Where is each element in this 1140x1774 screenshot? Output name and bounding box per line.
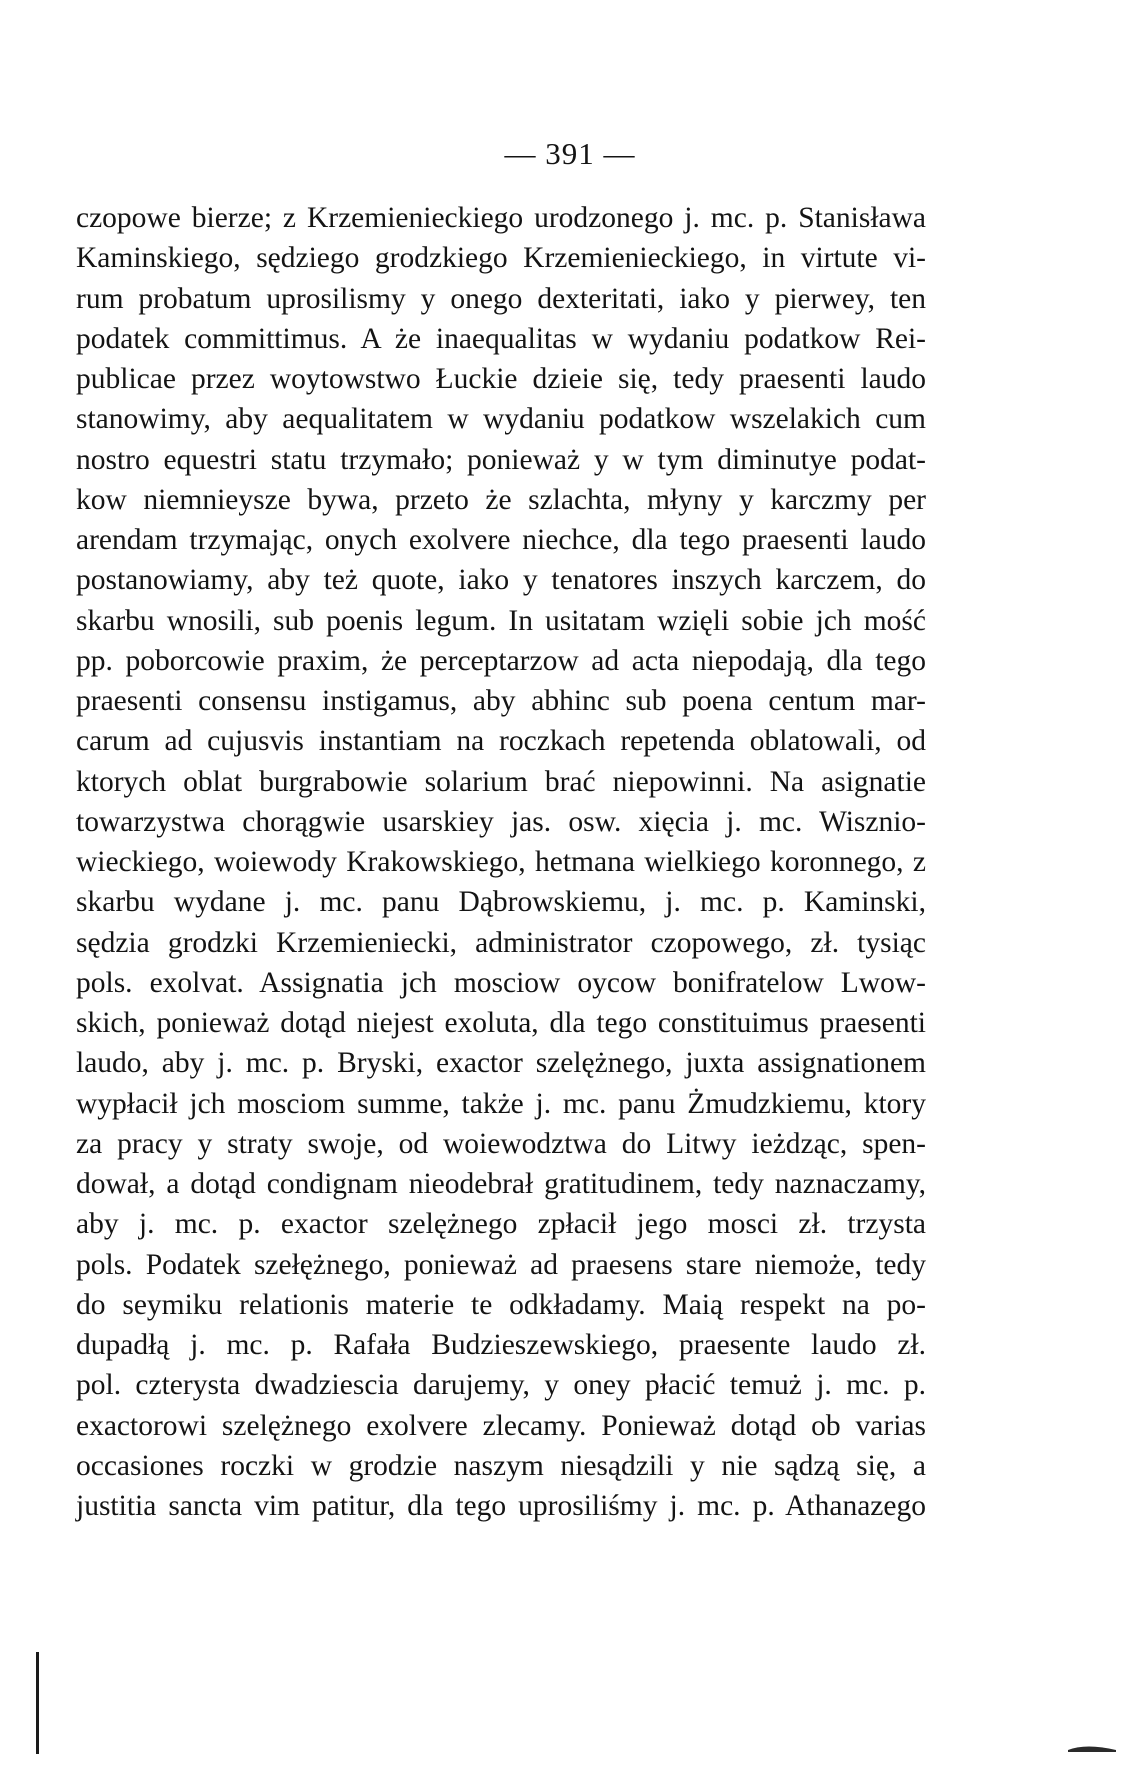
text-line: skarbu wydane j. mc. panu Dąbrowskiemu, j. mc. p. Kaminski, (76, 886, 926, 919)
text-line: dował, a dotąd condignam nieodebrał gratitudinem, tedy naznaczamy, (76, 1168, 926, 1200)
text-line: nostro equestri statu trzymało; ponieważ y w tym diminutye podat- (76, 443, 926, 476)
text-line: pols. exolvat. Assignatia jch mosciow oycow bonifratelow Lwow- (76, 966, 926, 999)
text-line: czopowe bierze; z Krzemienieckiego urodzonego j. mc. p. Stanisława (76, 202, 926, 234)
text-line: postanowiamy, aby też quote, iako y tenatores inszych karczem, do (76, 564, 926, 597)
text-line: kow niemnieysze bywa, przeto że szlachta, młyny y karczmy per (76, 483, 926, 516)
text-line: Kaminskiego, sędziego grodzkiego Krzemienieckiego, in virtute vi- (76, 242, 926, 275)
text-line: ktorych oblat burgrabowie solarium brać niepowinni. Na asignatie (76, 765, 926, 798)
page-number: — 391 — (504, 136, 636, 171)
text-line: justitia sancta vim patitur, dla tego uprosiliśmy j. mc. p. Athanazego (76, 1490, 926, 1522)
text-line: pols. Podatek szełężnego, ponieważ ad praesens stare niemoże, tedy (76, 1248, 926, 1281)
text-line: skarbu wnosili, sub poenis legum. In usitatam wzięli sobie jch mość (76, 604, 926, 637)
text-line: wypłacił jch mosciom summe, także j. mc. panu Żmudzkiemu, ktory (76, 1087, 926, 1120)
text-line: rum probatum uprosilismy y onego dexteritati, iako y pierwey, ten (76, 282, 926, 315)
text-line: exactorowi szelężnego exolvere zlecamy. Ponieważ dotąd ob varias (76, 1409, 926, 1442)
text-line: arendam trzymając, onych exolvere niechce, dla tego praesenti laudo (76, 524, 926, 556)
text-line: wieckiego, woiewody Krakowskiego, hetmana wielkiego koronnego, z (76, 846, 926, 878)
text-line: publicae przez woytowstwo Łuckie dzieie się, tedy praesenti laudo (76, 363, 926, 395)
text-line: aby j. mc. p. exactor szelężnego zpłacił jego mosci zł. trzysta (76, 1208, 926, 1241)
text-line: do seymiku relationis materie te odkładamy. Maią respekt na po- (76, 1288, 926, 1321)
text-line: podatek committimus. A że inaequalitas w wydaniu podatkow Rei- (76, 322, 926, 355)
text-line: za pracy y straty swoje, od woiewodztwa do Litwy ieżdząc, spen- (76, 1127, 926, 1160)
text-line: laudo, aby j. mc. p. Bryski, exactor szelężnego, juxta assignationem (76, 1047, 926, 1080)
text-line: carum ad cujusvis instantiam na roczkach repetenda oblatowali, od (76, 725, 926, 758)
corner-smudge-mark (1066, 1742, 1118, 1752)
text-line: stanowimy, aby aequalitatem w wydaniu podatkow wszelakich cum (76, 403, 926, 436)
text-line: pp. poborcowie praxim, że perceptarzow ad acta niepodają, dla tego (76, 644, 926, 677)
text-line: praesenti consensu instigamus, aby abhinc sub poena centum mar- (76, 685, 926, 717)
text-line: sędzia grodzki Krzemieniecki, administrator czopowego, zł. tysiąc (76, 926, 926, 959)
text-line: occasiones roczki w grodzie naszym niesądzili y nie sądzą się, a (76, 1449, 926, 1482)
text-line: towarzystwa chorągwie usarskiey jas. osw. xięcia j. mc. Wisznio- (76, 805, 926, 838)
margin-rule-mark (36, 1652, 39, 1754)
body-text (76, 198, 926, 1526)
text-line: pol. czterysta dwadziescia darujemy, y oney płacić temuż j. mc. p. (76, 1369, 926, 1402)
text-line: dupadłą j. mc. p. Rafała Budzieszewskiego, praesente laudo zł. (76, 1329, 926, 1361)
text-line: skich, ponieważ dotąd niejest exoluta, dla tego constituimus praesenti (76, 1007, 926, 1039)
